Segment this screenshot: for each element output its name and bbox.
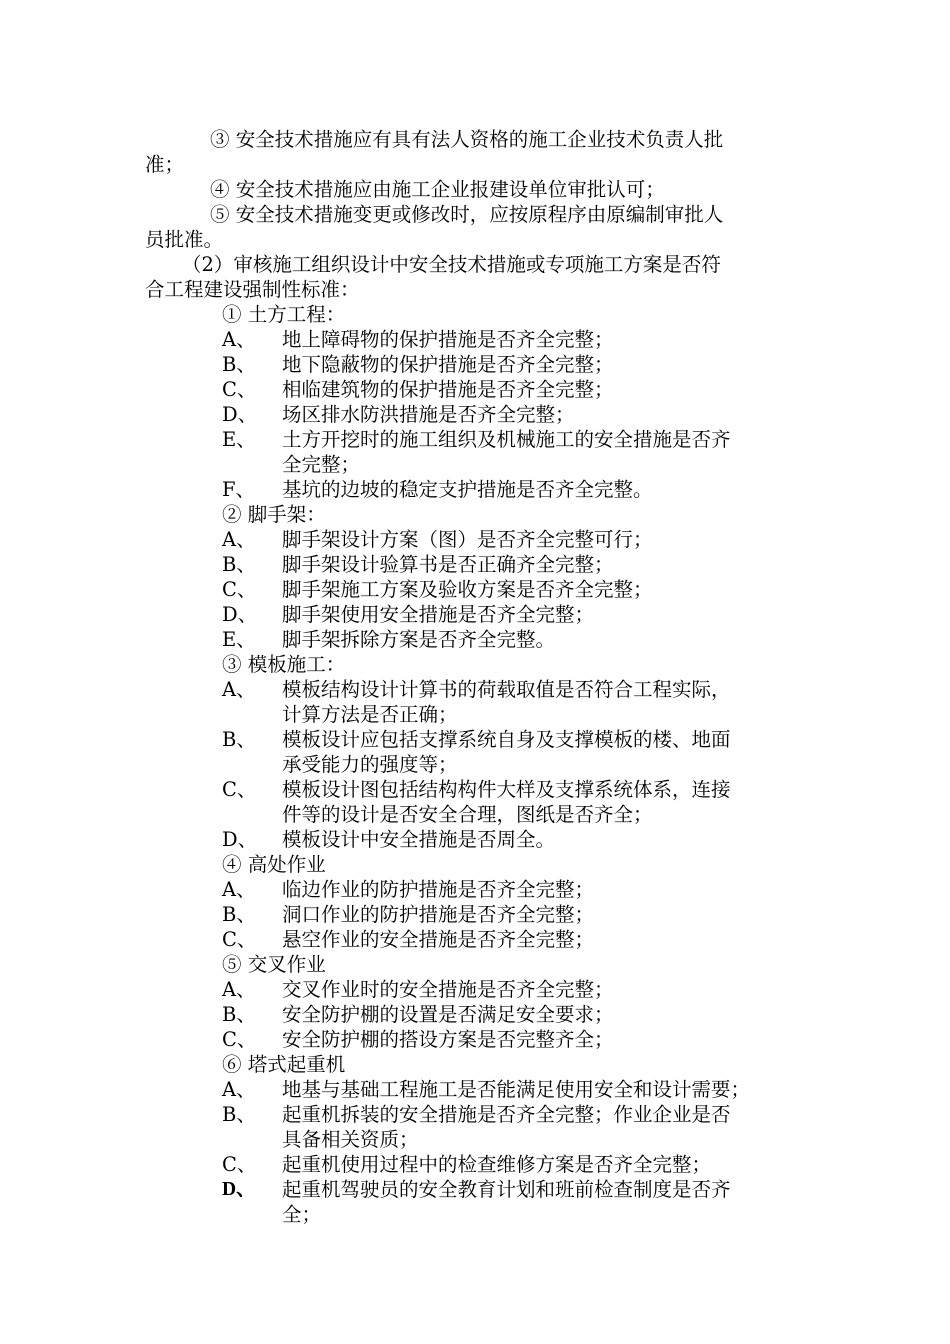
list-item bbox=[0, 777, 950, 802]
list-marker: D、 bbox=[222, 603, 258, 626]
list-item bbox=[0, 702, 950, 727]
list-item bbox=[0, 327, 950, 352]
list-text: 全完整； bbox=[282, 453, 361, 476]
list-text: 安全防护棚的设置是否满足安全要求； bbox=[282, 1003, 614, 1026]
list-text: 模板结构设计计算书的荷载取值是否符合工程实际， bbox=[282, 678, 731, 701]
list-marker: C、 bbox=[222, 578, 257, 601]
list-marker: B、 bbox=[222, 728, 256, 751]
list-item bbox=[0, 577, 950, 602]
list-text: 洞口作业的防护措施是否齐全完整； bbox=[282, 903, 595, 926]
list-marker: D、 bbox=[222, 828, 258, 851]
list-item bbox=[0, 377, 950, 402]
list-item bbox=[0, 527, 950, 552]
list-text: 地基与基础工程施工是否能满足使用安全和设计需要； bbox=[282, 1078, 751, 1101]
list-item bbox=[0, 802, 950, 827]
list-item bbox=[0, 1102, 950, 1127]
list-marker: C、 bbox=[222, 778, 257, 801]
list-text: 地下隐蔽物的保护措施是否齐全完整； bbox=[282, 353, 614, 376]
list-item bbox=[0, 752, 950, 777]
list-marker: C、 bbox=[222, 928, 257, 951]
list-item bbox=[0, 427, 950, 452]
list-item bbox=[0, 1127, 950, 1152]
list-text: 件等的设计是否安全合理，图纸是否齐全； bbox=[282, 803, 653, 826]
list-item bbox=[0, 1177, 950, 1202]
list-text: 地上障碍物的保护措施是否齐全完整； bbox=[282, 328, 614, 351]
paragraph-line: ① 土方工程： bbox=[222, 303, 346, 326]
list-text: 脚手架设计验算书是否正确齐全完整； bbox=[282, 553, 614, 576]
list-text: 相临建筑物的保护措施是否齐全完整； bbox=[282, 378, 614, 401]
paragraph-line: 准； bbox=[145, 153, 185, 176]
list-item bbox=[0, 1202, 950, 1227]
list-marker: B、 bbox=[222, 553, 256, 576]
list-marker: A、 bbox=[222, 1078, 256, 1101]
list-item bbox=[0, 1152, 950, 1177]
paragraph-line: 员批准。 bbox=[145, 228, 224, 251]
list-text: 具备相关资质； bbox=[282, 1128, 419, 1151]
list-text: 脚手架使用安全措施是否齐全完整； bbox=[282, 603, 595, 626]
list-text: 安全防护棚的搭设方案是否完整齐全； bbox=[282, 1028, 614, 1051]
list-item bbox=[0, 1077, 950, 1102]
list-marker: B、 bbox=[222, 1003, 256, 1026]
list-marker: C、 bbox=[222, 1028, 257, 1051]
paragraph-line: 合工程建设强制性标准： bbox=[145, 278, 360, 301]
list-marker: E、 bbox=[222, 428, 256, 451]
list-item bbox=[0, 627, 950, 652]
list-text: 全； bbox=[282, 1203, 322, 1226]
list-item bbox=[0, 552, 950, 577]
paragraph-line: ③ 安全技术措施应有具有法人资格的施工企业技术负责人批 bbox=[210, 128, 724, 151]
list-text: 起重机驾驶员的安全教育计划和班前检查制度是否齐 bbox=[282, 1178, 731, 1201]
paragraph-line: （2）审核施工组织设计中安全技术措施或专项施工方案是否符 bbox=[182, 253, 721, 276]
paragraph-line: ⑤ 安全技术措施变更或修改时，应按原程序由原编制审批人 bbox=[210, 203, 724, 226]
list-text: 交叉作业时的安全措施是否齐全完整； bbox=[282, 978, 614, 1001]
list-text: 临边作业的防护措施是否齐全完整； bbox=[282, 878, 595, 901]
list-text: 基坑的边坡的稳定支护措施是否齐全完整。 bbox=[282, 478, 653, 501]
list-text: 土方开挖时的施工组织及机械施工的安全措施是否齐 bbox=[282, 428, 731, 451]
list-marker: A、 bbox=[222, 328, 256, 351]
list-marker: C、 bbox=[222, 1153, 257, 1176]
list-text: 脚手架拆除方案是否齐全完整。 bbox=[282, 628, 556, 651]
list-text: 模板设计应包括支撑系统自身及支撑模板的楼、地面 bbox=[282, 728, 731, 751]
list-item bbox=[0, 477, 950, 502]
list-item bbox=[0, 452, 950, 477]
list-item bbox=[0, 977, 950, 1002]
list-text: 脚手架设计方案（图）是否齐全完整可行； bbox=[282, 528, 653, 551]
list-item bbox=[0, 877, 950, 902]
list-item bbox=[0, 1027, 950, 1052]
list-text: 悬空作业的安全措施是否齐全完整； bbox=[282, 928, 595, 951]
list-text: 模板设计图包括结构构件大样及支撑系统体系，连接 bbox=[282, 778, 731, 801]
list-text: 模板设计中安全措施是否周全。 bbox=[282, 828, 556, 851]
list-text: 起重机拆装的安全措施是否齐全完整；作业企业是否 bbox=[282, 1103, 731, 1126]
list-item bbox=[0, 827, 950, 852]
section-heading: ⑤ 交叉作业 bbox=[222, 953, 326, 976]
list-marker: C、 bbox=[222, 378, 257, 401]
list-text: 脚手架施工方案及验收方案是否齐全完整； bbox=[282, 578, 653, 601]
list-item bbox=[0, 927, 950, 952]
list-marker: B、 bbox=[222, 353, 256, 376]
list-item bbox=[0, 902, 950, 927]
list-text: 承受能力的强度等； bbox=[282, 753, 458, 776]
list-text: 计算方法是否正确； bbox=[282, 703, 458, 726]
list-marker: A、 bbox=[222, 678, 256, 701]
list-marker: A、 bbox=[222, 528, 256, 551]
list-text: 场区排水防洪措施是否齐全完整； bbox=[282, 403, 575, 426]
list-marker: B、 bbox=[222, 903, 256, 926]
list-marker: D、 bbox=[222, 403, 258, 426]
section-heading: ⑥ 塔式起重机 bbox=[222, 1053, 346, 1076]
paragraph-line: ④ 安全技术措施应由施工企业报建设单位审批认可； bbox=[210, 178, 665, 201]
section-heading: ③ 模板施工： bbox=[222, 653, 346, 676]
list-item bbox=[0, 677, 950, 702]
list-item bbox=[0, 1002, 950, 1027]
list-item bbox=[0, 402, 950, 427]
list-marker: B、 bbox=[222, 1103, 256, 1126]
list-marker: F、 bbox=[222, 478, 256, 501]
list-marker: D、 bbox=[222, 1179, 256, 1200]
section-heading: ④ 高处作业 bbox=[222, 853, 326, 876]
list-item bbox=[0, 602, 950, 627]
list-item bbox=[0, 727, 950, 752]
section-heading: ② 脚手架： bbox=[222, 503, 326, 526]
list-marker: E、 bbox=[222, 628, 256, 651]
list-marker: A、 bbox=[222, 978, 256, 1001]
list-item bbox=[0, 352, 950, 377]
list-text: 起重机使用过程中的检查维修方案是否齐全完整； bbox=[282, 1153, 712, 1176]
list-marker: A、 bbox=[222, 878, 256, 901]
